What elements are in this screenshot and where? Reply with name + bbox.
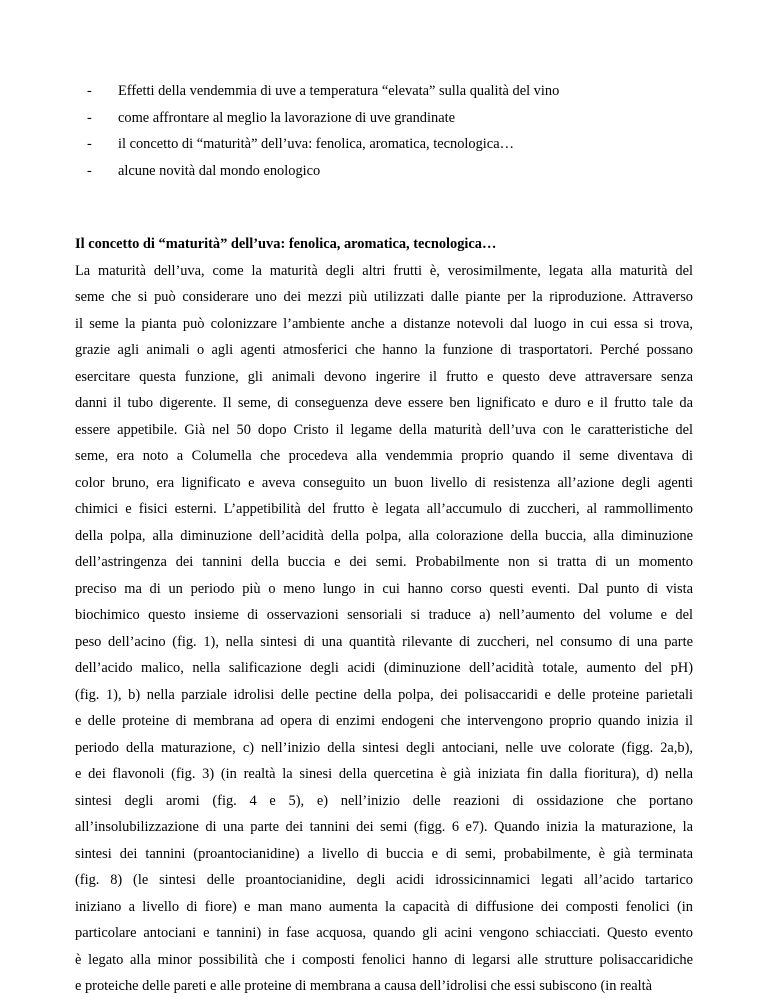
body-line: (fig. 1), b) nella parziale idrolisi delle pectine della polpa, dei polisaccaridi e delle proteine parietali [75, 686, 693, 703]
topic-text: Effetti della vendemmia di uve a temperatura “elevata” sulla qualità del vino [118, 83, 560, 99]
body-line: (fig. 8) (le sintesi delle proantocianidine, degli acidi idrossicinnamici legati all’acido tartarico [75, 872, 693, 888]
body-line: color bruno, era lignificato e aveva conseguito un buon livello di resistenza all’azione degli agenti [75, 474, 693, 491]
body-line: e dei flavonoli (fig. 3) (in realtà la sinesi della quercetina è già iniziata fin dalla fioritura), d) nella [75, 766, 693, 782]
body-line: il seme la pianta può colonizzare l’ambiente anche a distanze notevoli dal luogo in cui essa si trova, [75, 315, 693, 332]
bullet-dash: - [87, 136, 92, 152]
bullet-dash: - [87, 109, 92, 126]
bullet-dash: - [87, 162, 92, 179]
body-line: e proteiche delle pareti e alle proteine di membrana a causa dell’idrolisi che essi subiscono (in realtà [75, 978, 652, 994]
body-line: sintesi degli aromi (fig. 4 e 5), e) nell’inizio delle reazioni di ossidazione che portano [75, 792, 693, 809]
body-line: dell’astringenza dei tannini della buccia e dei semi. Probabilmente non si tratta di un momento [75, 554, 693, 570]
topic-list-item [75, 131, 693, 158]
topic-list-item [75, 158, 693, 185]
body-line: La maturità dell’uva, come la maturità degli altri frutti è, verosimilmente, legata alla maturità del [75, 262, 693, 279]
body-line: della polpa, alla diminuzione dell’acidità della polpa, alla colorazione della buccia, alla diminuzione [75, 527, 693, 544]
topic-text: come affrontare al meglio la lavorazione di uve grandinate [118, 109, 455, 126]
body-line: seme che si può considerare uno dei mezzi più utilizzati dalle piante per la riproduzione. Attraverso [75, 289, 693, 305]
body-line: peso dell’acino (fig. 1), nella sintesi di una quantità rilevante di zuccheri, nel consumo di una parte [75, 633, 693, 650]
body-line: danni il tubo digerente. Il seme, di conseguenza deve essere ben lignificato e duro e il frutto tale da [75, 395, 693, 411]
body-line: sintesi dei tannini (proantocianidine) a livello di buccia e di semi, probabilmente, è già terminata [75, 845, 693, 862]
body-line: periodo della maturazione, c) nell’inizio della sintesi degli antociani, nelle uve colorate (figg. 2a,b), [75, 739, 693, 756]
body-line: e delle proteine di membrana ad opera di enzimi endogeni che intervengono proprio quando inizia il [75, 713, 693, 729]
topic-text: alcune novità dal mondo enologico [118, 162, 321, 179]
body-line: biochimico questo insieme di osservazioni sensoriali si traduce a) nell’aumento del volume e del [75, 607, 693, 623]
body-line: chimici e fisici esterni. L’appetibilità del frutto è legata all’accumulo di zuccheri, al rammollimento [75, 501, 693, 517]
topic-list [75, 78, 693, 184]
body-line: iniziano a livello di fiore) e man mano aumenta la capacità di diffusione dei composti fenolici (in [75, 898, 693, 915]
body-line: seme, era noto a Columella che procedeva alla vendemmia proprio quando il seme diventava di [75, 448, 693, 464]
body-line: esercitare questa funzione, gli animali devono ingerire il frutto e questo deve attraversare senza [75, 368, 693, 385]
topic-list-item [75, 105, 693, 132]
body-line: dell’acido malico, nella salificazione degli acidi (diminuzione dell’acidità totale, aumento del pH) [75, 660, 693, 676]
section-heading: Il concetto di “maturità” dell’uva: fenolica, aromatica, tecnologica… [75, 236, 497, 252]
body-line: particolare antociani e tannini) in fase acquosa, quando gli acini vengono schiacciati. Questo evento [75, 925, 693, 941]
topic-text: il concetto di “maturità” dell’uva: fenolica, aromatica, tecnologica… [118, 136, 514, 152]
bullet-dash: - [87, 83, 92, 99]
body-line: preciso ma di un periodo più o meno lungo in cui hanno corso questi eventi. Dal punto di vista [75, 580, 693, 597]
body-line: è legato alla minor possibilità che i composti fenolici hanno di legarsi alle strutture polisaccaridiche [75, 951, 693, 968]
topic-list-item [75, 78, 693, 105]
body-paragraph [75, 258, 693, 1000]
body-line: all’insolubilizzazione di una parte dei tannini dei semi (figg. 6 e7). Quando inizia la maturazione, la [75, 819, 693, 835]
body-line: grazie agli animali o agli agenti atmosferici che hanno la funzione di trasportatori. Perché possano [75, 342, 693, 358]
document-page [75, 78, 693, 1000]
body-line: essere appetibile. Già nel 50 dopo Cristo il legame della maturità dell’uva con le caratteristiche del [75, 421, 693, 438]
